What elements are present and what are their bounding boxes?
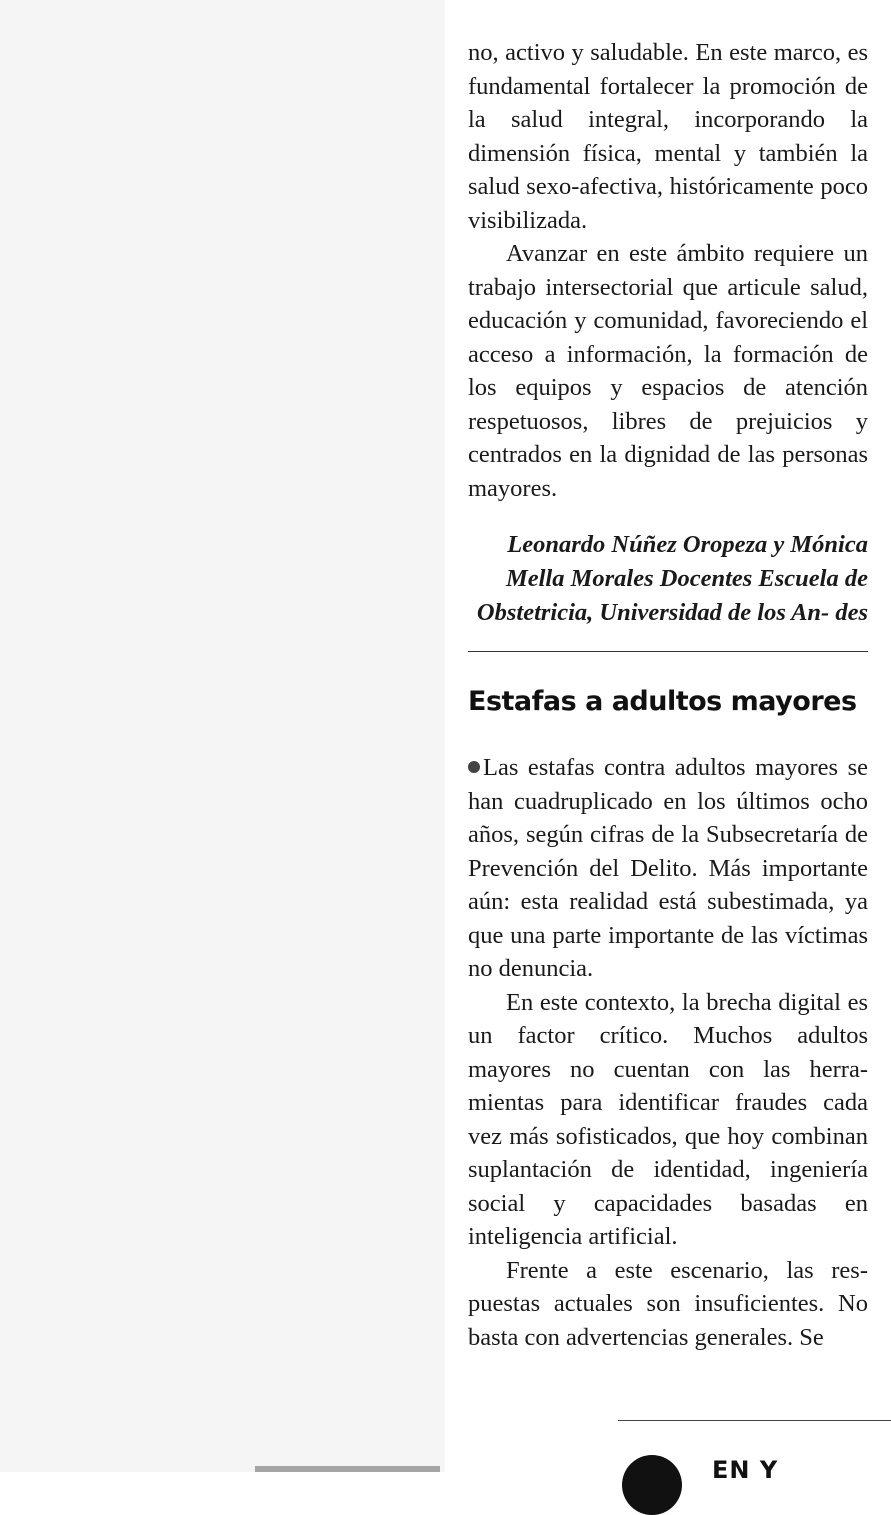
article-paragraph (468, 751, 868, 986)
section-divider (468, 651, 868, 652)
adjacent-page-margin (0, 0, 445, 1472)
article-paragraph: Frente a este escenario, las respuestas actuales son insuficientes. No basta con advertencias generales. Se (468, 1256, 868, 1351)
article-paragraph: En este contexto, la brecha digital es un factor crítico. Muchos adultos mayores no cuentan con las herramientas para identificar fraudes cada vez más sofisticados, que hoy combinan suplantación de identidad, ingeniería social y capacidades basadas en inteligencia artificial. (468, 988, 868, 1250)
footer-divider (618, 1420, 891, 1421)
footer-badge-icon (622, 1455, 682, 1515)
article-paragraph: no, activo y saludable. En este marco, es fundamental fortalecer la promoción de la salud integral, incorporando la dimensión física, mental y también la salud sexo-afectiva, históricamente poco visibilizada. (468, 39, 868, 234)
article-paragraph: Avanzar en este ámbito requiere un trabajo intersectorial que articule salud, educación y comunidad, favoreciendo el acceso a información, la formación de los equipos y espacios de atención respetuosos, libres de prejuicios y centrados en la dignidad de las personas mayores. (468, 240, 868, 502)
section-title: Estafas a adultos mayores (468, 686, 857, 717)
paragraph-text: Las estafas contra adultos mayores se han cuadruplicado en los últimos ocho años, según cifras de la Subsecretaría de Prevención del Delito. Más importante aún: esta realidad está subestimada, ya que una parte importante de las víctimas no denuncia. (468, 754, 868, 982)
footer-label: EN Y (712, 1456, 779, 1484)
author-signature: Leonardo Núñez Oropeza y Mónica Mella Morales Docentes Escuela de Obstetricia, Universidad de los An- des (476, 531, 868, 626)
footer-bar (255, 1466, 440, 1472)
bullet-icon (468, 761, 480, 773)
article-column (468, 36, 868, 1354)
